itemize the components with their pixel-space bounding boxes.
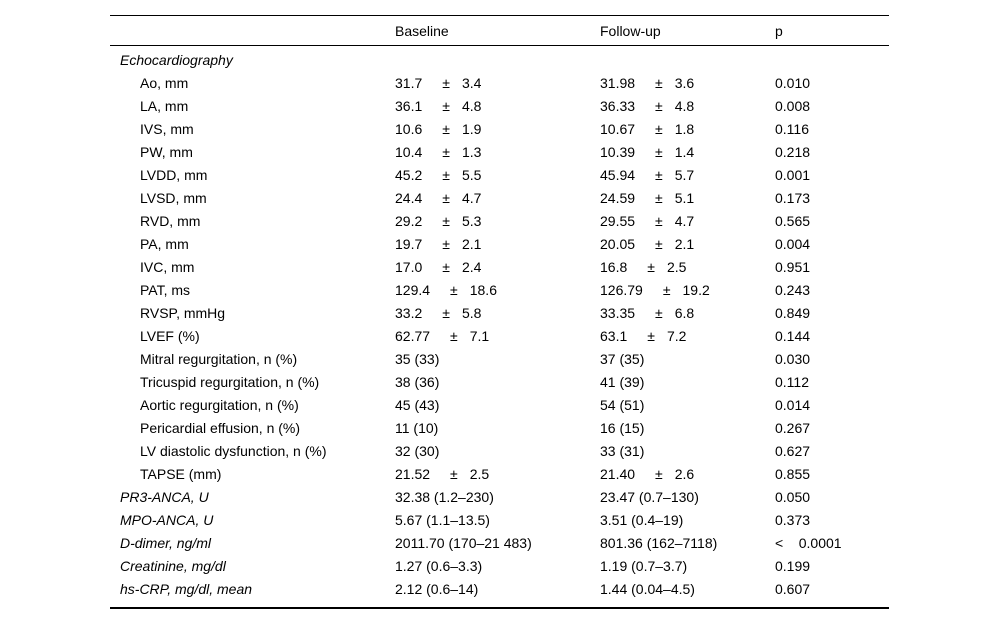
row-label: Aortic regurgitation, n (%)	[140, 396, 299, 413]
plus-minus-sign: ±	[450, 281, 458, 298]
followup-cell: 16 (15)	[600, 419, 645, 436]
p-value-cell: 0.199	[775, 557, 811, 574]
table-row	[110, 324, 889, 347]
row-label: MPO-ANCA, U	[120, 511, 214, 528]
followup-cell: 54 (51)	[600, 396, 645, 413]
baseline-cell	[395, 213, 600, 229]
followup-cell	[600, 121, 775, 137]
mean-value: 19.7	[395, 235, 423, 252]
followup-cell: 1.19 (0.7–3.7)	[600, 557, 688, 574]
header-p-value: p	[775, 22, 783, 39]
table-row	[110, 393, 889, 416]
table-row	[110, 71, 889, 94]
row-label: LVEF (%)	[140, 327, 200, 344]
mean-value: 10.39	[600, 143, 636, 160]
followup-cell: 3.51 (0.4–19)	[600, 511, 684, 528]
p-value-cell: 0.173	[775, 189, 811, 206]
baseline-cell	[395, 305, 600, 321]
p-value-cell: 0.565	[775, 212, 811, 229]
sd-value: 5.7	[674, 166, 695, 183]
mean-value: 63.1	[600, 327, 628, 344]
row-label: LVDD, mm	[140, 166, 208, 183]
table-row	[110, 232, 889, 255]
sd-value: 2.1	[461, 235, 482, 252]
plus-minus-sign: ±	[655, 189, 663, 206]
mean-value: 10.6	[395, 120, 423, 137]
sd-value: 5.3	[461, 212, 482, 229]
plus-minus-sign: ±	[442, 212, 450, 229]
baseline-cell	[395, 98, 600, 114]
baseline-cell	[395, 259, 600, 275]
baseline-cell	[395, 466, 600, 482]
followup-cell	[600, 98, 775, 114]
table-row	[110, 370, 889, 393]
table-row	[110, 48, 889, 71]
followup-cell: 23.47 (0.7–130)	[600, 488, 699, 505]
row-label: RVD, mm	[140, 212, 201, 229]
p-value-cell: 0.001	[775, 166, 811, 183]
followup-cell	[600, 305, 775, 321]
plus-minus-sign: ±	[450, 465, 458, 482]
plus-minus-sign: ±	[442, 258, 450, 275]
baseline-cell: 45 (43)	[395, 396, 440, 413]
p-value-cell: 0.050	[775, 488, 811, 505]
table-row	[110, 209, 889, 232]
table-row	[110, 255, 889, 278]
followup-cell	[600, 259, 775, 275]
followup-cell	[600, 167, 775, 183]
followup-cell: 41 (39)	[600, 373, 645, 390]
p-value-cell: 0.849	[775, 304, 811, 321]
sd-value: 1.8	[674, 120, 695, 137]
baseline-cell	[395, 75, 600, 91]
mean-value: 20.05	[600, 235, 636, 252]
plus-minus-sign: ±	[442, 120, 450, 137]
mean-value: 126.79	[600, 281, 643, 298]
mean-value: 17.0	[395, 258, 423, 275]
baseline-cell	[395, 282, 600, 298]
plus-minus-sign: ±	[442, 235, 450, 252]
p-value-cell: 0.218	[775, 143, 811, 160]
plus-minus-sign: ±	[450, 327, 458, 344]
plus-minus-sign: ±	[655, 212, 663, 229]
table-row	[110, 117, 889, 140]
header-followup: Follow-up	[600, 22, 661, 39]
row-label: LA, mm	[140, 97, 189, 114]
followup-cell	[600, 190, 775, 206]
p-value-cell: 0.014	[775, 396, 811, 413]
baseline-cell: 2011.70 (170–21 483)	[395, 534, 532, 551]
p-value-cell: 0.144	[775, 327, 811, 344]
followup-cell: 1.44 (0.04–4.5)	[600, 580, 695, 597]
table-row	[110, 462, 889, 485]
p-value-cell: 0.855	[775, 465, 811, 482]
sd-value: 2.1	[674, 235, 695, 252]
row-label: PR3-ANCA, U	[120, 488, 209, 505]
mean-value: 36.33	[600, 97, 636, 114]
p-value-cell: 0.008	[775, 97, 811, 114]
table-row	[110, 140, 889, 163]
plus-minus-sign: ±	[655, 143, 663, 160]
table-row	[110, 577, 889, 600]
mean-value: 36.1	[395, 97, 423, 114]
table-row	[110, 347, 889, 370]
baseline-cell: 35 (33)	[395, 350, 440, 367]
p-value-cell: 0.010	[775, 74, 811, 91]
sd-value: 7.1	[469, 327, 490, 344]
plus-minus-sign: ±	[655, 166, 663, 183]
plus-minus-sign: ±	[655, 235, 663, 252]
baseline-cell: 38 (36)	[395, 373, 440, 390]
followup-cell	[600, 144, 775, 160]
p-value-cell: 0.373	[775, 511, 811, 528]
row-label: Creatinine, mg/dl	[120, 557, 226, 574]
mean-value: 31.7	[395, 74, 423, 91]
followup-cell: 33 (31)	[600, 442, 645, 459]
sd-value: 4.7	[461, 189, 482, 206]
row-label: PW, mm	[140, 143, 193, 160]
sd-value: 3.6	[674, 74, 695, 91]
row-label: TAPSE (mm)	[140, 465, 222, 482]
baseline-cell: 2.12 (0.6–14)	[395, 580, 479, 597]
plus-minus-sign: ±	[655, 74, 663, 91]
plus-minus-sign: ±	[655, 97, 663, 114]
sd-value: 7.2	[666, 327, 687, 344]
table-row	[110, 186, 889, 209]
row-label: Tricuspid regurgitation, n (%)	[140, 373, 320, 390]
row-label: Ao, mm	[140, 74, 189, 91]
row-label: hs-CRP, mg/dl, mean	[120, 580, 253, 597]
mean-value: 16.8	[600, 258, 628, 275]
baseline-cell	[395, 236, 600, 252]
plus-minus-sign: ±	[662, 281, 671, 298]
p-value-cell: 0.004	[775, 235, 811, 252]
table-row	[110, 485, 889, 508]
sd-value: 1.4	[674, 143, 695, 160]
mean-value: 33.35	[600, 304, 636, 321]
row-label: PA, mm	[140, 235, 189, 252]
plus-minus-sign: ±	[442, 74, 450, 91]
p-value-cell: 0.243	[775, 281, 811, 298]
table-row	[110, 163, 889, 186]
mean-value: 33.2	[395, 304, 423, 321]
baseline-cell: 32 (30)	[395, 442, 440, 459]
p-value-cell: 0.607	[775, 580, 811, 597]
sd-value: 4.8	[674, 97, 695, 114]
p-value-cell: 0.112	[775, 373, 809, 390]
table-row	[110, 508, 889, 531]
table-row	[110, 416, 889, 439]
mean-value: 62.77	[395, 327, 431, 344]
sd-value: 18.6	[469, 281, 497, 298]
table-row	[110, 439, 889, 462]
sd-value: 6.8	[674, 304, 695, 321]
p-value-cell: < 0.0001	[775, 534, 842, 551]
header-baseline: Baseline	[395, 22, 449, 39]
mean-value: 31.98	[600, 74, 636, 91]
row-label: LVSD, mm	[140, 189, 207, 206]
sd-value: 1.3	[461, 143, 482, 160]
plus-minus-sign: ±	[442, 189, 450, 206]
plus-minus-sign: ±	[647, 258, 655, 275]
p-value-cell: 0.116	[775, 120, 809, 137]
baseline-cell	[395, 121, 600, 137]
table-row	[110, 301, 889, 324]
followup-cell	[600, 213, 775, 229]
followup-cell	[600, 236, 775, 252]
sd-value: 2.6	[674, 465, 695, 482]
sd-value: 2.4	[461, 258, 482, 275]
baseline-cell	[395, 328, 600, 344]
row-label: Echocardiography	[120, 51, 233, 68]
baseline-cell	[395, 167, 600, 183]
mean-value: 129.4	[395, 281, 431, 298]
table-row	[110, 278, 889, 301]
clinical-results-table	[110, 15, 889, 609]
mean-value: 29.2	[395, 212, 423, 229]
mean-value: 45.94	[600, 166, 636, 183]
row-label: D-dimer, ng/ml	[120, 534, 212, 551]
baseline-cell: 5.67 (1.1–13.5)	[395, 511, 490, 528]
row-label: RVSP, mmHg	[140, 304, 226, 321]
mean-value: 10.67	[600, 120, 636, 137]
followup-cell	[600, 466, 775, 482]
sd-value: 2.5	[469, 465, 490, 482]
followup-cell: 801.36 (162–7118)	[600, 534, 718, 551]
p-value-cell: 0.627	[775, 442, 811, 459]
sd-value: 2.5	[666, 258, 687, 275]
mean-value: 24.4	[395, 189, 423, 206]
plus-minus-sign: ±	[655, 465, 663, 482]
baseline-cell	[395, 144, 600, 160]
followup-cell	[600, 328, 775, 344]
sd-value: 4.8	[461, 97, 482, 114]
p-value-cell: 0.951	[775, 258, 811, 275]
sd-value: 1.9	[461, 120, 482, 137]
followup-cell: 37 (35)	[600, 350, 645, 367]
followup-cell	[600, 282, 775, 298]
p-value-cell: 0.030	[775, 350, 811, 367]
plus-minus-sign: ±	[647, 327, 655, 344]
p-value-cell: 0.267	[775, 419, 811, 436]
table-row	[110, 94, 889, 117]
plus-minus-sign: ±	[442, 143, 450, 160]
row-label: PAT, ms	[140, 281, 191, 298]
row-label: IVC, mm	[140, 258, 195, 275]
row-label: LV diastolic dysfunction, n (%)	[140, 442, 327, 459]
baseline-cell	[395, 190, 600, 206]
mean-value: 45.2	[395, 166, 423, 183]
table-row	[110, 554, 889, 577]
table-header-row	[110, 15, 889, 46]
sd-value: 4.7	[674, 212, 695, 229]
plus-minus-sign: ±	[442, 166, 450, 183]
sd-value: 5.5	[461, 166, 482, 183]
row-label: Mitral regurgitation, n (%)	[140, 350, 298, 367]
row-label: IVS, mm	[140, 120, 194, 137]
sd-value: 19.2	[682, 281, 710, 298]
mean-value: 24.59	[600, 189, 636, 206]
followup-cell	[600, 75, 775, 91]
sd-value: 5.8	[461, 304, 482, 321]
sd-value: 3.4	[461, 74, 482, 91]
table-body	[110, 46, 889, 609]
mean-value: 29.55	[600, 212, 636, 229]
plus-minus-sign: ±	[655, 120, 663, 137]
plus-minus-sign: ±	[442, 97, 450, 114]
row-label: Pericardial effusion, n (%)	[140, 419, 301, 436]
baseline-cell: 1.27 (0.6–3.3)	[395, 557, 483, 574]
mean-value: 10.4	[395, 143, 423, 160]
baseline-cell: 32.38 (1.2–230)	[395, 488, 494, 505]
plus-minus-sign: ±	[655, 304, 663, 321]
plus-minus-sign: ±	[442, 304, 450, 321]
sd-value: 5.1	[674, 189, 695, 206]
mean-value: 21.40	[600, 465, 636, 482]
table-row	[110, 531, 889, 554]
baseline-cell: 11 (10)	[395, 419, 439, 436]
mean-value: 21.52	[395, 465, 431, 482]
